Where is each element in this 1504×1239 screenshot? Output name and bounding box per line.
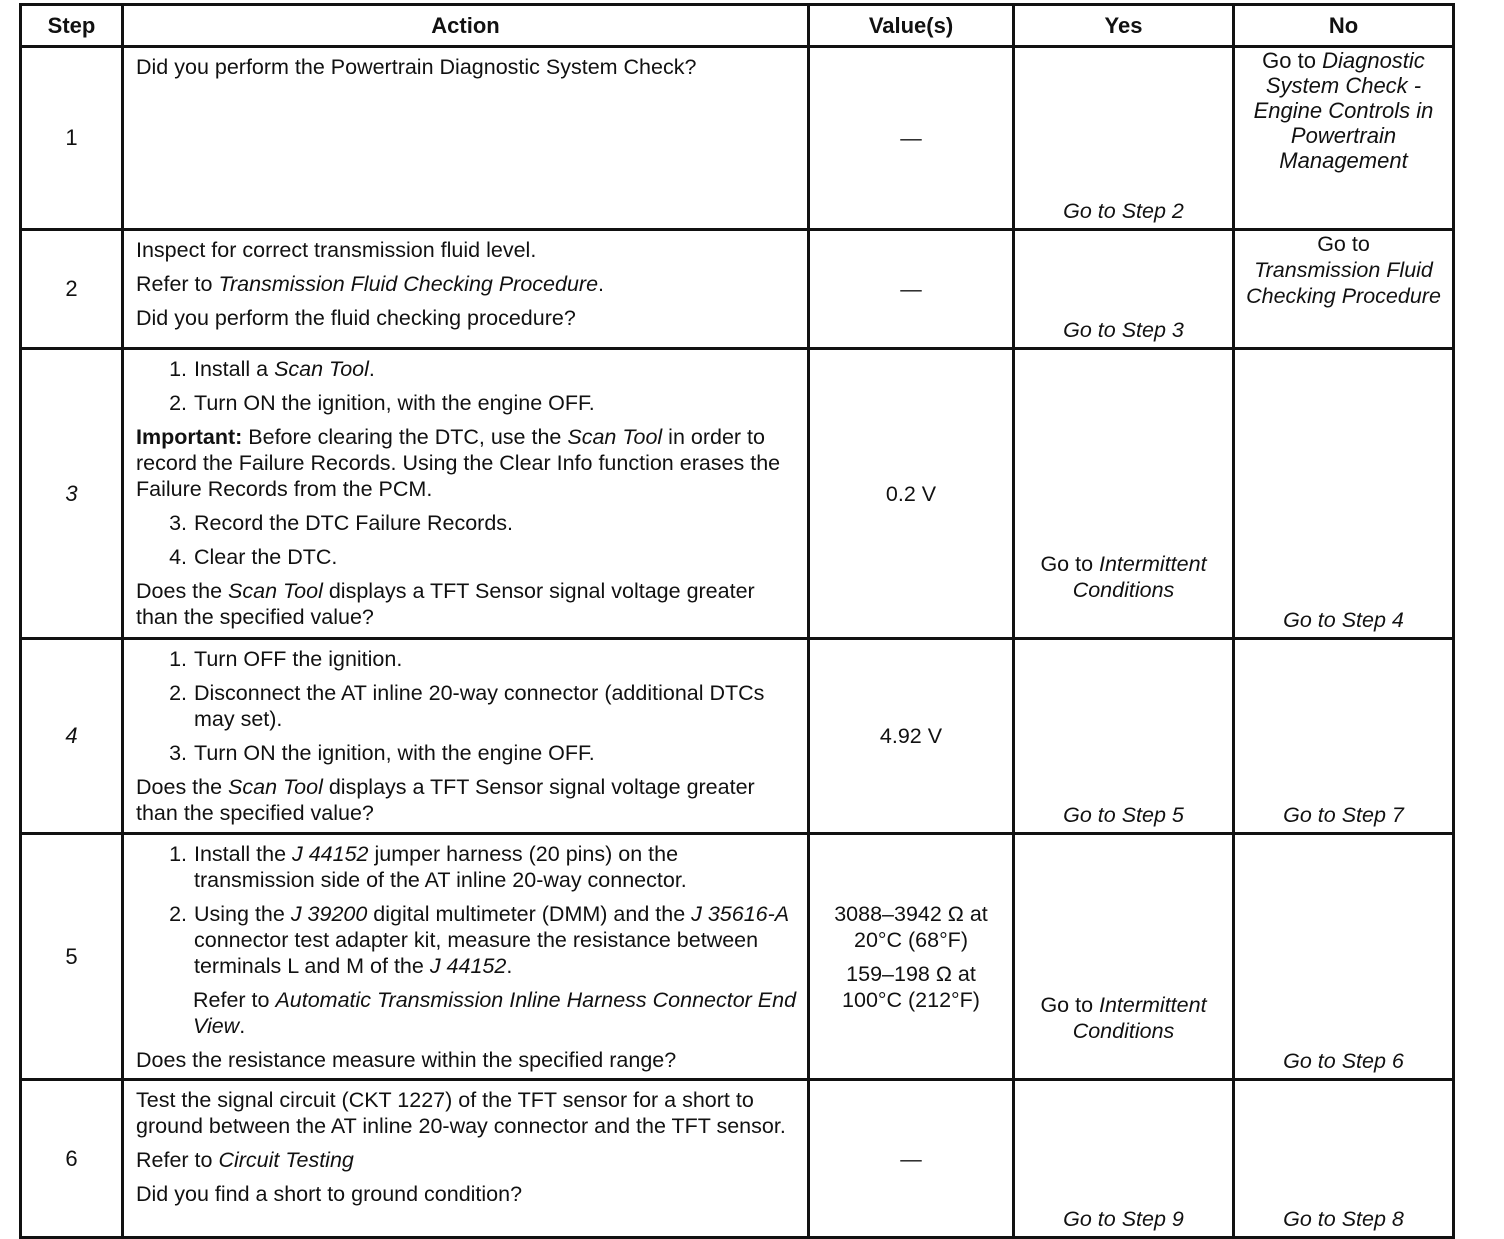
text-span: Refer to bbox=[136, 272, 219, 296]
text-span: Using the bbox=[194, 902, 291, 926]
action-cell bbox=[123, 834, 809, 1080]
no-link[interactable]: Diagnostic System Check - Engine Controls in Powertrain Management bbox=[1253, 48, 1434, 173]
table-row bbox=[21, 1080, 1454, 1238]
table-row bbox=[21, 349, 1454, 639]
tool-name: Scan Tool bbox=[567, 425, 663, 449]
yes-prefix: Go to bbox=[1040, 993, 1099, 1017]
tool-name: J 44152 bbox=[429, 954, 507, 978]
list-item: 2. Disconnect the AT inline 20-way connector (additional DTCs may set). bbox=[193, 680, 797, 732]
list-item: 4. Clear the DTC. bbox=[193, 544, 797, 570]
yes-link[interactable]: Go to Step 5 bbox=[1063, 803, 1184, 827]
text-span: Before clearing the DTC, use the bbox=[242, 425, 568, 449]
list-item bbox=[193, 356, 797, 382]
action-text: Test the signal circuit (CKT 1227) of the TFT sensor for a short to ground between the AT inline 20-way connector and the TFT sensor. bbox=[136, 1088, 786, 1138]
list-item bbox=[193, 901, 797, 979]
text-span: . bbox=[368, 357, 375, 381]
no-prefix: Go to bbox=[1262, 48, 1323, 73]
no-cell bbox=[1234, 230, 1454, 349]
value-range-2: 159–198 Ω at 100°C (212°F) bbox=[842, 961, 980, 1012]
text-span: Refer to bbox=[136, 1148, 219, 1172]
action-text bbox=[136, 271, 797, 297]
text-span: Does the bbox=[136, 579, 229, 603]
list-item: 1. Turn OFF the ignition. bbox=[193, 646, 797, 672]
step-number: 2 bbox=[21, 230, 123, 349]
instruction-list bbox=[136, 841, 797, 979]
tool-name: J 39200 bbox=[290, 902, 368, 926]
header-values: Value(s) bbox=[809, 5, 1014, 47]
list-item: 3. Record the DTC Failure Records. bbox=[193, 510, 797, 536]
action-text bbox=[136, 1147, 797, 1173]
header-action: Action bbox=[123, 5, 809, 47]
no-link[interactable]: Transmission Fluid Checking Procedure bbox=[1246, 258, 1441, 308]
text-span: displays a TFT Sensor signal voltage greater than the specified value? bbox=[136, 579, 755, 629]
value-cell: — bbox=[809, 47, 1014, 230]
tool-name: J 44152 bbox=[292, 842, 369, 866]
question-text: Does the resistance measure within the specified range? bbox=[136, 1048, 677, 1072]
yes-link[interactable]: Intermittent Conditions bbox=[1072, 552, 1207, 602]
important-label: Important: bbox=[136, 425, 243, 449]
table-row bbox=[21, 230, 1454, 349]
list-item: 3. Turn ON the ignition, with the engine OFF. bbox=[193, 740, 797, 766]
reference-link[interactable]: Automatic Transmission Inline Harness Connector End View bbox=[193, 988, 797, 1038]
tool-name: Scan Tool bbox=[228, 579, 323, 603]
table-row bbox=[21, 47, 1454, 230]
instruction-list bbox=[136, 646, 797, 766]
text-span: connector test adapter kit, measure the resistance between terminals L and M of the bbox=[194, 928, 759, 978]
text-span: jumper harness (20 pins) on the transmission side of the AT inline 20-way connector. bbox=[194, 842, 687, 892]
text-span: Refer to bbox=[193, 988, 276, 1012]
text-span: displays a TFT Sensor signal voltage greater than the specified value? bbox=[136, 775, 755, 825]
text-span: . bbox=[506, 954, 513, 978]
step-number: 3 bbox=[21, 349, 123, 639]
value-cell: — bbox=[809, 1080, 1014, 1238]
yes-link[interactable]: Intermittent Conditions bbox=[1072, 993, 1207, 1043]
header-no: No bbox=[1234, 5, 1454, 47]
no-cell bbox=[1234, 349, 1454, 639]
action-cell bbox=[123, 230, 809, 349]
value-cell: 0.2 V bbox=[809, 349, 1014, 639]
reference-text bbox=[193, 987, 797, 1039]
text-span: in order to record the Failure Records. Using the Clear Info function erases the Failure Records from the PCM. bbox=[136, 425, 781, 501]
step-number: 1 bbox=[21, 47, 123, 230]
yes-cell bbox=[1014, 1080, 1234, 1238]
text-span: digital multimeter (DMM) and the bbox=[367, 902, 692, 926]
yes-link[interactable]: Go to Step 9 bbox=[1063, 1207, 1184, 1231]
no-link[interactable]: Go to Step 4 bbox=[1283, 608, 1404, 632]
yes-cell bbox=[1014, 47, 1234, 230]
tool-name: Scan Tool bbox=[228, 775, 323, 799]
yes-prefix: Go to bbox=[1040, 552, 1099, 576]
action-cell bbox=[123, 47, 809, 230]
no-link[interactable]: Go to Step 6 bbox=[1283, 1049, 1404, 1073]
tool-name: Scan Tool bbox=[274, 357, 369, 381]
yes-cell bbox=[1014, 639, 1234, 834]
value-cell bbox=[809, 834, 1014, 1080]
yes-cell bbox=[1014, 230, 1234, 349]
no-link[interactable]: Go to Step 7 bbox=[1283, 803, 1404, 827]
no-cell bbox=[1234, 639, 1454, 834]
no-cell bbox=[1234, 1080, 1454, 1238]
instruction-list bbox=[136, 510, 797, 570]
list-item: 2. Turn ON the ignition, with the engine OFF. bbox=[193, 390, 797, 416]
yes-link[interactable]: Go to Step 2 bbox=[1063, 199, 1184, 223]
text-span: . bbox=[239, 1014, 246, 1038]
step-number: 4 bbox=[21, 639, 123, 834]
action-cell bbox=[123, 639, 809, 834]
yes-cell bbox=[1014, 834, 1234, 1080]
no-cell bbox=[1234, 47, 1454, 230]
yes-cell bbox=[1014, 349, 1234, 639]
text-span: Does the bbox=[136, 775, 229, 799]
no-cell bbox=[1234, 834, 1454, 1080]
action-text: Did you perform the fluid checking procedure? bbox=[136, 306, 576, 330]
question-text bbox=[136, 774, 797, 826]
table-row bbox=[21, 639, 1454, 834]
no-prefix: Go to bbox=[1317, 232, 1370, 256]
header-yes: Yes bbox=[1014, 5, 1234, 47]
instruction-list bbox=[136, 356, 797, 416]
diagnostic-table bbox=[19, 3, 1455, 1239]
value-cell: 4.92 V bbox=[809, 639, 1014, 834]
header-row bbox=[21, 5, 1454, 47]
reference-link[interactable]: Circuit Testing bbox=[218, 1148, 354, 1172]
value-range-1: 3088–3942 Ω at 20°C (68°F) bbox=[834, 901, 988, 952]
text-span: Install the bbox=[194, 842, 292, 866]
no-link[interactable]: Go to Step 8 bbox=[1283, 1207, 1404, 1231]
list-item bbox=[193, 841, 797, 893]
question-text: Did you find a short to ground condition? bbox=[136, 1182, 523, 1206]
action-cell bbox=[123, 349, 809, 639]
action-cell bbox=[123, 1080, 809, 1238]
text-span: Install a bbox=[194, 357, 275, 381]
reference-link[interactable]: Transmission Fluid Checking Procedure bbox=[218, 272, 599, 296]
yes-link[interactable]: Go to Step 3 bbox=[1063, 318, 1184, 342]
table-row bbox=[21, 834, 1454, 1080]
important-note bbox=[136, 424, 797, 502]
question-text bbox=[136, 578, 797, 630]
action-text: Inspect for correct transmission fluid level. bbox=[136, 238, 537, 262]
tool-name: J 35616-A bbox=[691, 902, 790, 926]
header-step: Step bbox=[21, 5, 123, 47]
step-number: 5 bbox=[21, 834, 123, 1080]
text-span: . bbox=[598, 272, 605, 296]
action-text: Did you perform the Powertrain Diagnostic System Check? bbox=[136, 55, 697, 79]
step-number: 6 bbox=[21, 1080, 123, 1238]
value-cell: — bbox=[809, 230, 1014, 349]
